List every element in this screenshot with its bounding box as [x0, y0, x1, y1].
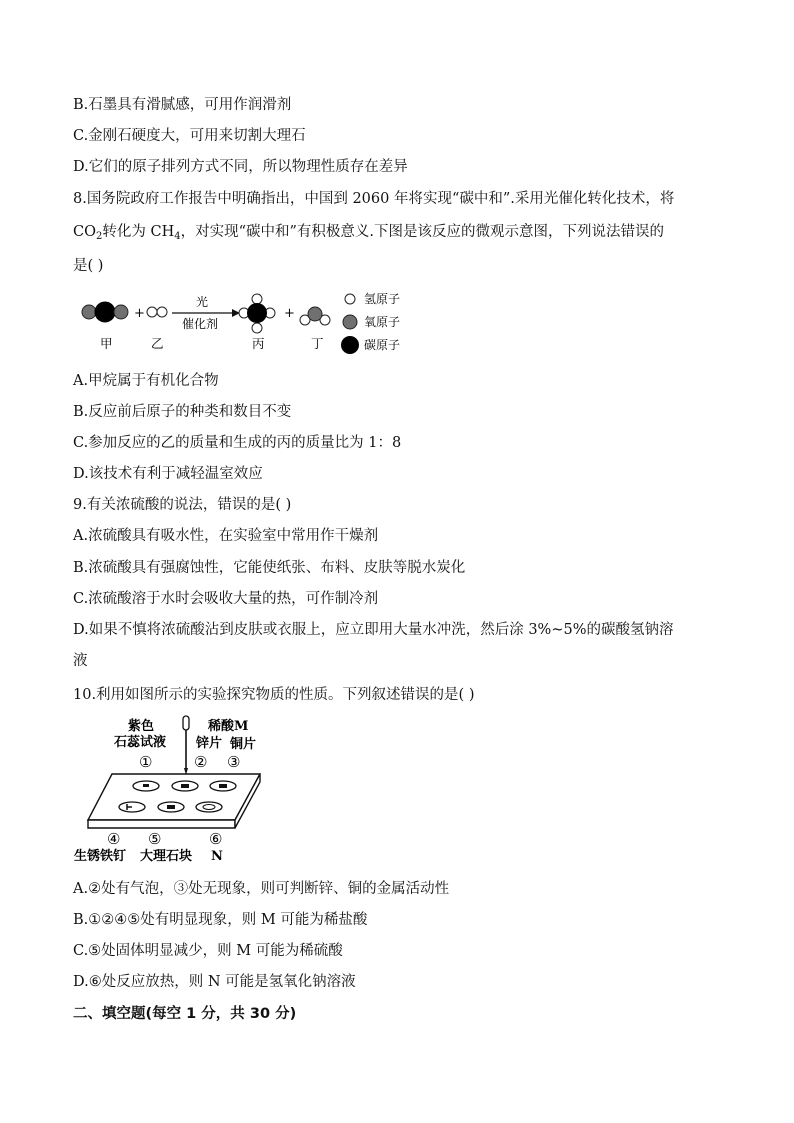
q8-stem-rest: ，对实现“碳中和”有积极意义.下图是该反应的微观示意图，下列说法错误的 [180, 224, 665, 240]
plate-top [88, 774, 260, 820]
bing-h-bottom [252, 323, 262, 333]
q10-option-c: C.⑤处固体明显减少，则 M 可能为稀硫酸 [73, 943, 343, 959]
q10-wellplate-diagram [70, 712, 290, 876]
q9-option-b: B.浓硫酸具有强腐蚀性，它能使纸张、布料、皮肤等脱水炭化 [73, 560, 466, 576]
q10-option-b: B.①②④⑤处有明显现象，则 M 可能为稀盐酸 [73, 912, 368, 928]
q8-option-a: A.甲烷属于有机化合物 [73, 373, 219, 389]
plus-1: + [134, 306, 145, 321]
q8-co2: CO [73, 224, 96, 240]
q8-reaction-diagram [72, 288, 422, 362]
q9-option-d-line1: D.如果不慎将浓硫酸沾到皮肤或衣服上，应立即用大量水冲洗，然后涂 3%~5%的碳酸氢钠溶 [73, 622, 674, 638]
q8-option-b: B.反应前后原子的种类和数目不变 [73, 404, 292, 420]
label-shirui: 石蕊试液 [114, 735, 167, 750]
q7-option-c: C.金刚石硬度大，可用来切割大理石 [73, 128, 306, 144]
bing-c [247, 303, 267, 323]
num-5: ⑤ [148, 830, 162, 848]
plate-front [88, 820, 235, 828]
dropper-bulb [183, 716, 189, 730]
label-bing: 丙 [252, 336, 265, 351]
q10-option-d: D.⑥处反应放热，则 N 可能是氢氧化钠溶液 [73, 974, 356, 990]
label-ding: 丁 [311, 336, 324, 351]
legend-c-icon [341, 336, 359, 354]
num-4: ④ [107, 830, 121, 848]
legend-o-label: 氧原子 [364, 315, 401, 329]
q8-option-c: C.参加反应的乙的质量和生成的丙的质量比为 1：8 [73, 435, 402, 451]
num-6: ⑥ [209, 830, 223, 848]
label-n: N [211, 849, 223, 864]
q8-option-d: D.该技术有利于减轻温室效应 [73, 466, 263, 482]
legend-h-icon [345, 294, 355, 304]
q8-stem-line3: 是( ) [73, 258, 104, 274]
yi-h-right [157, 307, 167, 317]
section2-title: 二、填空题(每空 1 分，共 30 分) [73, 1006, 297, 1022]
num-3: ③ [227, 753, 241, 771]
q8-stem-line1: 8.国务院政府工作报告中明确指出，中国到 2060 年将实现“碳中和”.采用光催化转化技术，将 [73, 191, 675, 207]
label-tongpian: 铜片 [230, 737, 257, 752]
yi-h-left [147, 307, 157, 317]
label-zise: 紫色 [128, 719, 155, 734]
q7-option-d: D.它们的原子排列方式不同，所以物理性质存在差异 [73, 159, 408, 175]
q8-co2-sub: 2 [95, 231, 103, 242]
label-jia: 甲 [100, 336, 113, 351]
label-yi: 乙 [151, 336, 164, 351]
bing-h-top [252, 294, 262, 304]
label-dalishi: 大理石块 [140, 849, 193, 864]
q8-ch4: 转化为 CH [102, 224, 175, 240]
legend-o-icon [343, 315, 357, 329]
q9-option-c: C.浓硫酸溶于水时会吸收大量的热，可作制冷剂 [73, 591, 379, 607]
q9-option-a: A.浓硫酸具有吸水性，在实验室中常用作干燥剂 [73, 528, 379, 544]
plus-2: + [284, 306, 295, 321]
jia-o-right [114, 305, 128, 319]
label-tiedin: 生锈铁钉 [74, 849, 127, 864]
ding-o [308, 307, 322, 321]
arrow-bottom-label: 催化剂 [182, 317, 219, 331]
jia-c [95, 302, 115, 322]
legend-h-label: 氢原子 [364, 292, 401, 306]
q8-ch4-sub: 4 [174, 231, 181, 242]
q10-option-a: A.②处有气泡，③处无现象，则可判断锌、铜的金属活动性 [73, 881, 450, 897]
q9-stem: 9.有关浓硫酸的说法，错误的是( ) [73, 497, 292, 513]
num-2: ② [194, 753, 208, 771]
q8-stem-line2 [73, 222, 664, 247]
label-xisuan: 稀酸M [208, 719, 249, 734]
q9-option-d-line2: 液 [73, 653, 88, 669]
q7-option-b: B.石墨具有滑腻感，可用作润滑剂 [73, 97, 292, 113]
num-1: ① [139, 753, 153, 771]
legend-c-label: 碳原子 [364, 338, 401, 352]
q10-stem: 10.利用如图所示的实验探究物质的性质。下列叙述错误的是( ) [73, 687, 475, 703]
arrow-top-label: 光 [196, 295, 209, 309]
jia-o-left [82, 305, 96, 319]
label-xinpian: 锌片 [196, 736, 223, 751]
